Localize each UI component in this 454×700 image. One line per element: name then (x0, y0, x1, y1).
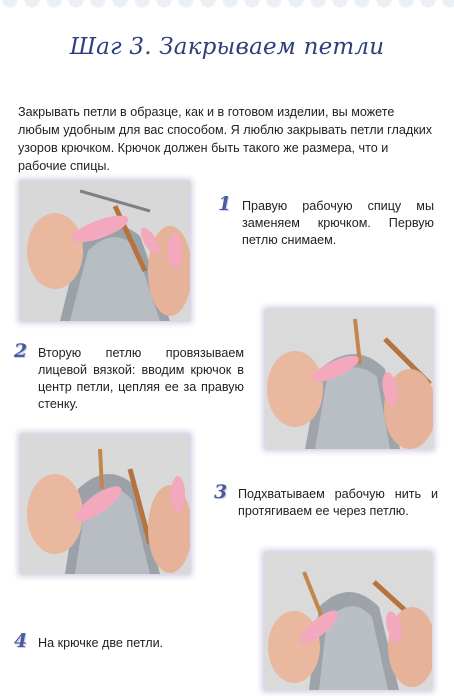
step-4-photo (264, 552, 432, 690)
step-2-number: 2 (14, 340, 28, 362)
step-2-text: Вторую петлю провязываем лицевой вязкой: вводим крючок в центр петли, цепляя ее за правую стенку. (38, 346, 244, 411)
knitting-photo-illustration (20, 434, 190, 574)
step-1-photo (20, 181, 190, 321)
decorative-lace-border (0, 0, 454, 18)
knitting-photo-illustration (264, 552, 432, 690)
knitting-photo-illustration (20, 181, 190, 321)
intro-paragraph: Закрывать петли в образце, как и в готовом изделии, вы можете любым удобным для вас способом. Я люблю закрывать петли гладких узоров крючком. Крючок должен быть такого же размера, что и рабочие спицы. (18, 105, 433, 173)
step-2-photo (265, 309, 433, 449)
step-3-text: Подхватываем рабочую нить и протягиваем ее через петлю. (238, 487, 438, 518)
step-1-number: 1 (218, 193, 232, 215)
step-4-number: 4 (14, 630, 28, 652)
step-1-text: Правую рабочую спицу мы заменяем крючком. Первую петлю снимаем. (242, 199, 434, 247)
step-3-number: 3 (214, 481, 228, 503)
step-4-text: На крючке две петли. (38, 636, 164, 650)
page-title: Шаг 3. Закрываем петли (69, 34, 385, 60)
step-3-photo (20, 434, 190, 574)
knitting-photo-illustration (265, 309, 433, 449)
